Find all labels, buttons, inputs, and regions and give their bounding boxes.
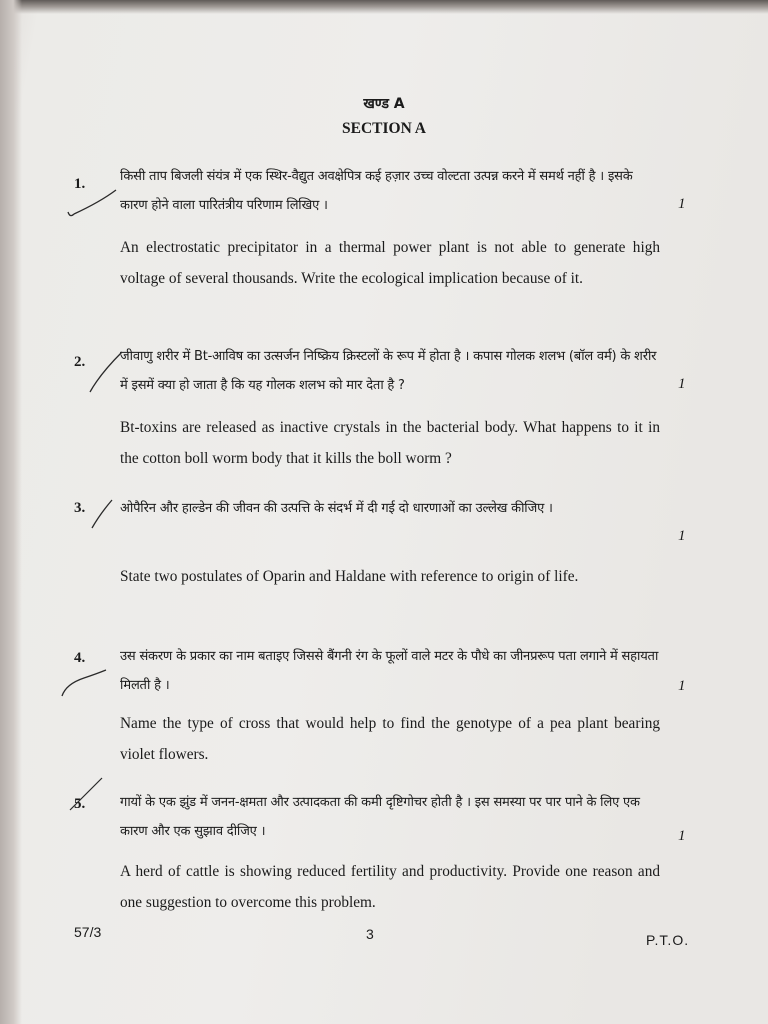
question-marks: 1	[678, 828, 686, 844]
question-marks: 1	[678, 678, 686, 694]
question-text-english: Name the type of cross that would help to find the genotype of a pea plant bearing violet flowers.	[120, 715, 660, 763]
question-marks: 1	[678, 528, 686, 544]
page-number: 3	[366, 926, 374, 942]
section-title-english: SECTION A	[342, 120, 426, 137]
question-number: 1.	[74, 176, 86, 192]
page-top-shadow	[0, 0, 768, 14]
question-number: 2.	[74, 354, 86, 370]
handwritten-tick-mark	[86, 350, 126, 398]
question-text-english: An electrostatic precipitator in a thermal power plant is not able to generate high voltage of several thousands. Write the ecological implication because of it.	[120, 239, 660, 287]
question-number: 4.	[74, 650, 86, 666]
question-text-english: State two postulates of Oparin and Haldane with reference to origin of life.	[120, 568, 579, 585]
please-turn-over: P.T.O.	[646, 932, 690, 948]
handwritten-tick-mark	[60, 188, 120, 228]
question-text-english: A herd of cattle is showing reduced fertility and productivity. Provide one reason and one suggestion to overcome this problem.	[120, 863, 660, 911]
question-text-english: Bt-toxins are released as inactive crystals in the bacterial body. What happens to it in the cotton boll worm body that it kills the boll worm ?	[120, 419, 660, 467]
page-left-edge	[0, 0, 22, 1024]
question-marks: 1	[678, 196, 686, 212]
question-number: 3.	[74, 500, 86, 516]
section-title-hindi: खण्ड A	[363, 96, 405, 112]
handwritten-tick-mark	[58, 666, 110, 700]
question-text-hindi: जीवाणु शरीर में Bt-आविष का उत्सर्जन निष्क्रिय क्रिस्टलों के रूप में होता है । कपास गोलक शलभ (बॉल वर्म) के शरीर में इसमें क्या हो जाता है कि यह गोलक शलभ को मार देता है ?	[120, 349, 657, 393]
handwritten-tick-mark	[88, 498, 118, 532]
question-text-hindi: ओपैरिन और हाल्डेन की जीवन की उत्पत्ति के संदर्भ में दी गई दो धारणाओं का उल्लेख कीजिए ।	[120, 501, 553, 516]
question-text-hindi: गायों के एक झुंड में जनन-क्षमता और उत्पादकता की कमी दृष्टिगोचर होती है । इस समस्या पर पार पाने के लिए एक कारण और एक सुझाव दीजिए ।	[120, 795, 640, 839]
question-marks: 1	[678, 376, 686, 392]
question-text-hindi: किसी ताप बिजली संयंत्र में एक स्थिर-वैद्युत अवक्षेपित्र कई हज़ार उच्च वोल्टता उत्पन्न करने में समर्थ नहीं है । इसके कारण होने वाला पारितंत्रीय परिणाम लिखिए ।	[120, 169, 633, 213]
paper-code: 57/3	[74, 924, 102, 940]
question-text-hindi: उस संकरण के प्रकार का नाम बताइए जिससे बैंगनी रंग के फूलों वाले मटर के पौधे का जीनप्ररूप पता लगाने में सहायता मिलती है ।	[120, 649, 659, 693]
handwritten-tick-mark	[66, 776, 106, 816]
question-number: 5.	[74, 796, 86, 812]
